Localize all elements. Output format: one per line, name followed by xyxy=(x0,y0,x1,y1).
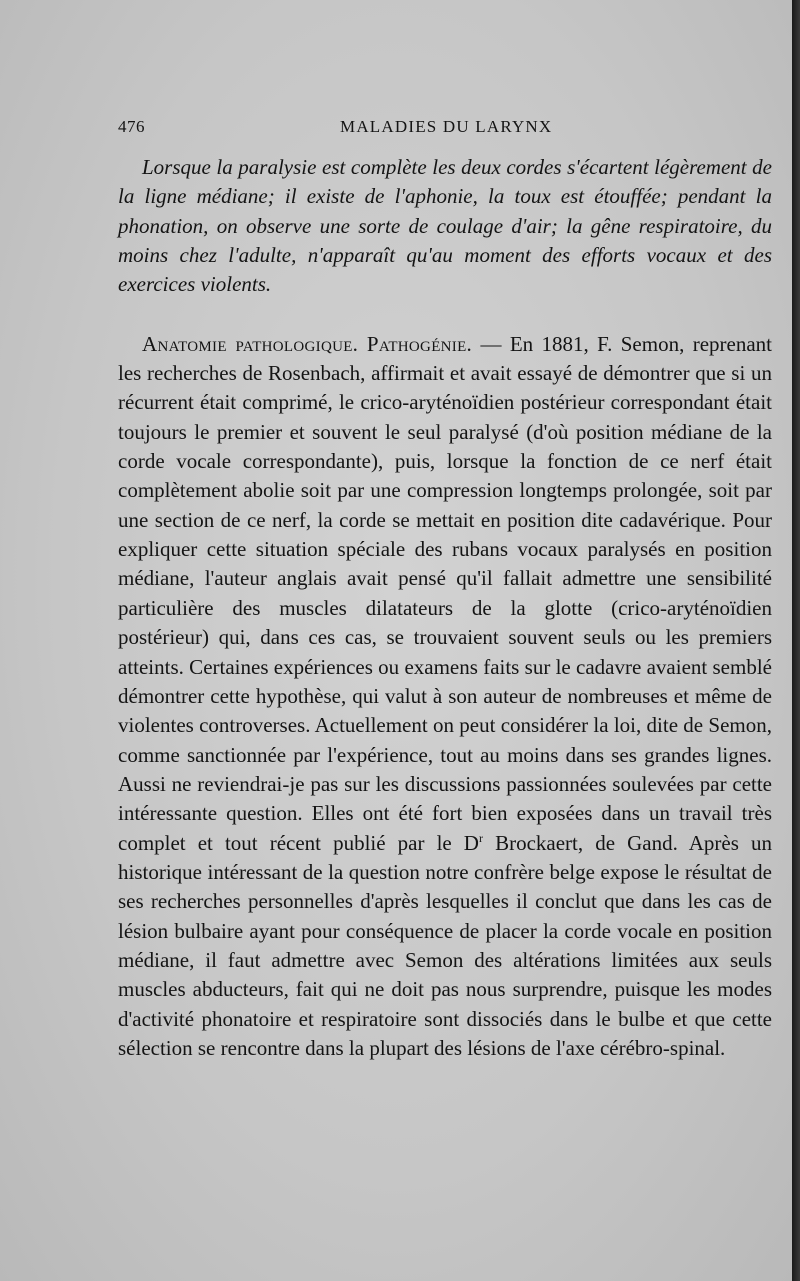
page-header xyxy=(118,117,770,141)
page-edge-shadow xyxy=(792,0,800,1281)
section-text-part-2: Brockaert, de Gand. Après un historique intéressant de la question notre confrère belge expose le résultat de ses recherches personnelles d'après lesquelles il conclut que dans les cas de lésion bulbaire ayant pour conséquence de placer la corde vocale en position médiane, il faut admettre avec Semon des altérations limitées aux seuls muscles abducteurs, fait qui ne doit pas nous surprendre, puisque les modes d'activité phonatoire et respiratoire sont dissociés dans le bulbe et que cette sélection se rencontre dans la plupart des lésions de l'axe cérébro-spinal. xyxy=(118,830,772,1060)
section-dash: — xyxy=(472,331,510,356)
doctor-abbrev-superscript: r xyxy=(478,830,483,845)
intro-paragraph: Lorsque la paralysie est complète les deux cordes s'écartent légèrement de la ligne médiane; il existe de l'aphonie, la toux est étouffée; pendant la phonation, on observe une sorte de coulage d'air; la gêne respiratoire, du moins chez l'adulte, n'apparaît qu'au moment des efforts vocaux et des exercices violents. xyxy=(118,155,772,297)
section-paragraph xyxy=(118,330,772,1064)
page-body xyxy=(118,153,772,1063)
running-title: MALADIES DU LARYNX xyxy=(340,117,553,136)
page-number: 476 xyxy=(118,117,145,136)
section-heading: Anatomie pathologique. Pathogénie. xyxy=(142,331,473,356)
section-text-part-1: En 1881, F. Semon, reprenant les recherches de Rosenbach, affirmait et avait essayé de démontrer que si un récurrent était comprimé, le crico-aryténoïdien postérieur correspondant était toujours le premier et souvent le seul paralysé (d'où position médiane de la corde vocale correspondante), puis, lorsque la fonction de ce nerf était complètement abolie soit par une compression longtemps prolongée, soit par une section de ce nerf, la corde se mettait en position dite cadavérique. Pour expliquer cette situation spéciale des rubans vocaux paralysés en position médiane, l'auteur anglais avait pensé qu'il fallait admettre une sensibilité particulière des muscles dilatateurs de la glotte (crico-aryténoïdien postérieur) qui, dans ces cas, se trouvaient souvent seuls ou les premiers atteints. Certaines expériences ou examens faits sur le cadavre avaient semblé démontrer cette hypothèse, qui valut à son auteur de nombreuses et même de violentes controverses. Actuellement on peut considérer la loi, dite de Semon, comme sanctionnée par l'expérience, tout au moins dans ses grandes lignes. Aussi ne reviendrai-je pas sur les discussions passionnées soulevées par cette intéressante question. Elles ont été fort bien exposées dans un travail très complet et tout récent publié par le D xyxy=(118,331,772,855)
